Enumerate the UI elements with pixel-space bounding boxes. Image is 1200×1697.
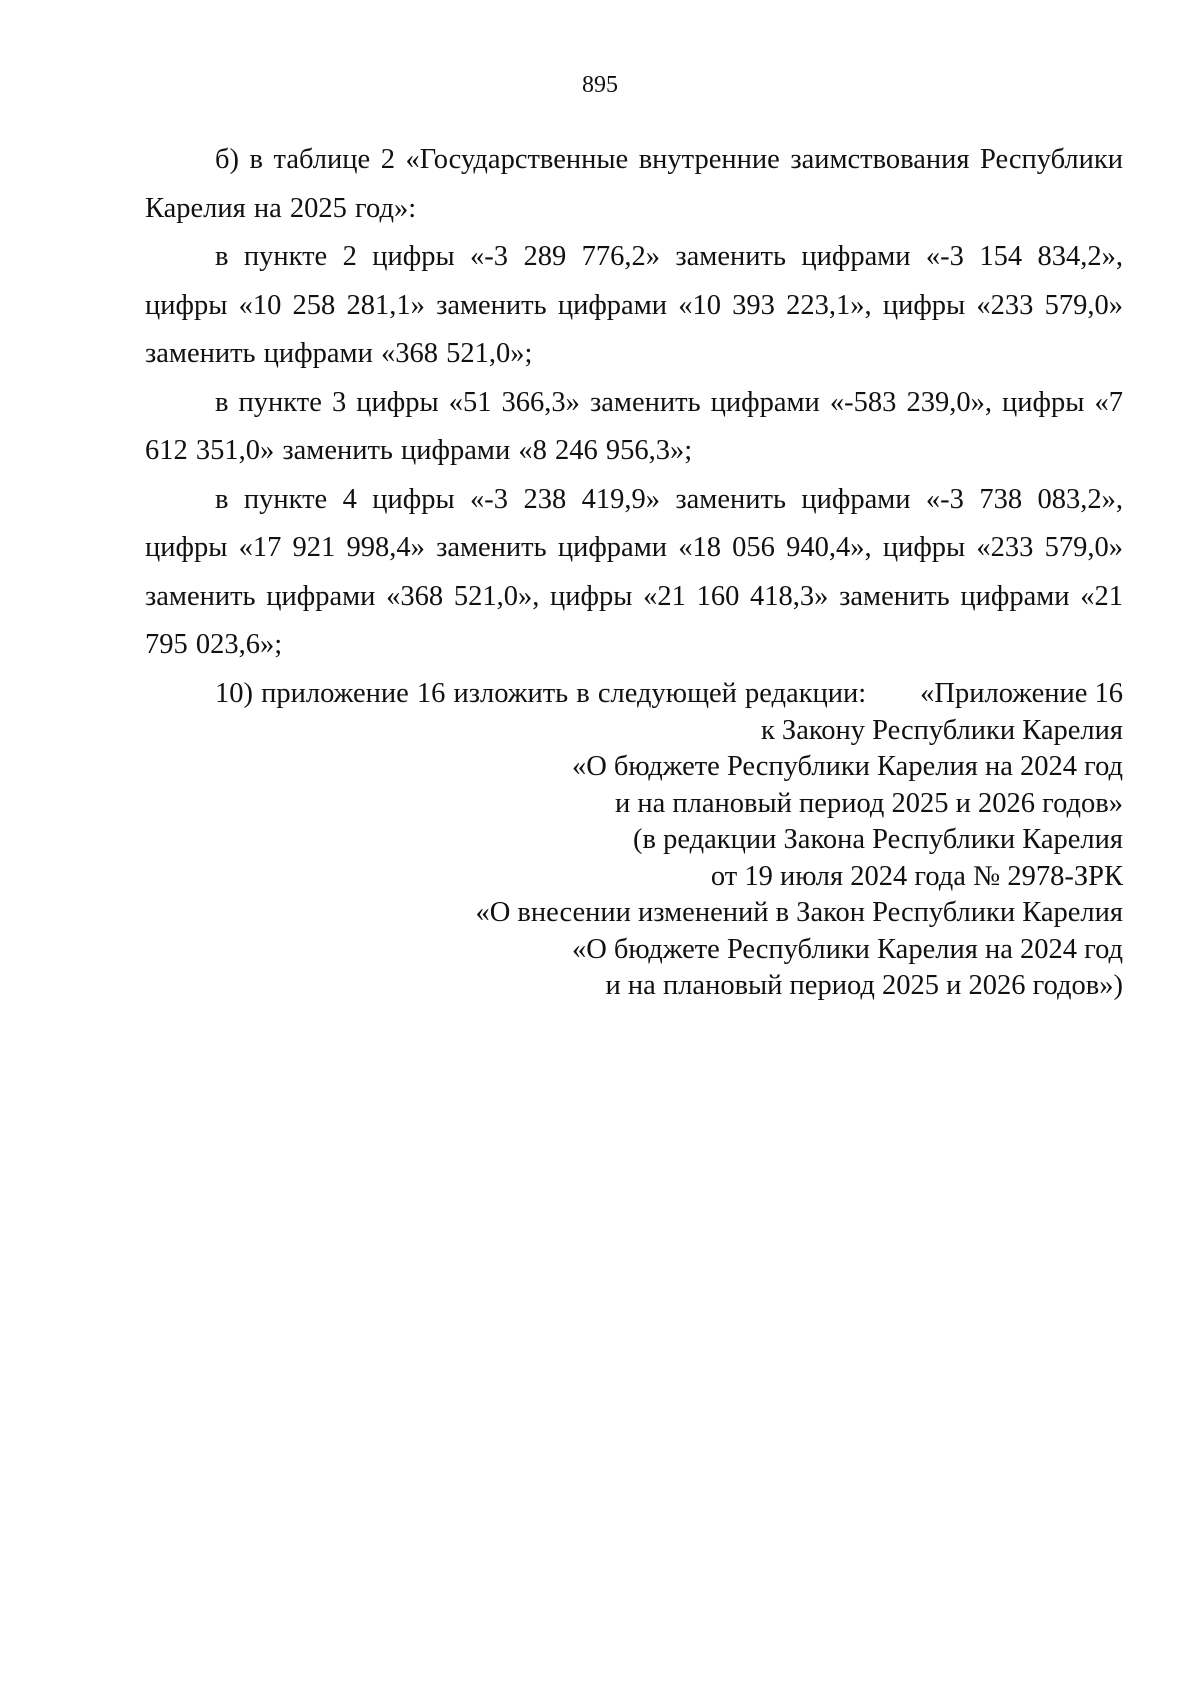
paragraph-appendix-16: 10) приложение 16 изложить в следующей редакции: (215, 677, 867, 709)
appendix-line: «О бюджете Республики Карелия на 2024 год (571, 933, 1123, 965)
document-body (145, 136, 1123, 718)
appendix-line: к Закону Республики Карелия (760, 714, 1123, 746)
appendix-line: (в редакции Закона Республики Карелия (633, 824, 1123, 855)
appendix-header (363, 676, 1123, 1005)
appendix-line: и на плановый период 2025 и 2026 годов» (615, 787, 1123, 819)
paragraph-item-2: в пункте 2 цифры «-3 289 776,2» заменить цифрами «-3 154 834,2», цифры «10 258 281,1» заменить цифрами «10 393 223,1», цифры «233 579,0» заменить цифрами «368 521,0»; (145, 241, 1123, 369)
appendix-line: от 19 июля 2024 года № 2978-ЗРК (710, 860, 1123, 892)
paragraph-item-3: в пункте 3 цифры «51 366,3» заменить цифрами «-583 239,0», цифры «7 612 351,0» заменить цифрами «8 246 956,3»; (145, 386, 1123, 466)
paragraph-table-2-intro: б) в таблице 2 «Государственные внутренние заимствования Республики Карелия на 2025 год»: (145, 144, 1123, 224)
appendix-line: «О внесении изменений в Закон Республики Карелия (475, 897, 1123, 928)
appendix-line: «О бюджете Республики Карелия на 2024 год (571, 751, 1123, 782)
appendix-line: и на плановый период 2025 и 2026 годов») (605, 970, 1123, 1001)
paragraph-item-4: в пункте 4 цифры «-3 238 419,9» заменить цифрами «-3 738 083,2», цифры «17 921 998,4» заменить цифрами «18 056 940,4», цифры «233 579,0» заменить цифрами «368 521,0», цифры «21 160 418,3» заменить цифрами «21 795 023,6»; (145, 483, 1123, 660)
page-number: 895 (582, 72, 618, 98)
appendix-line: «Приложение 16 (920, 678, 1123, 709)
